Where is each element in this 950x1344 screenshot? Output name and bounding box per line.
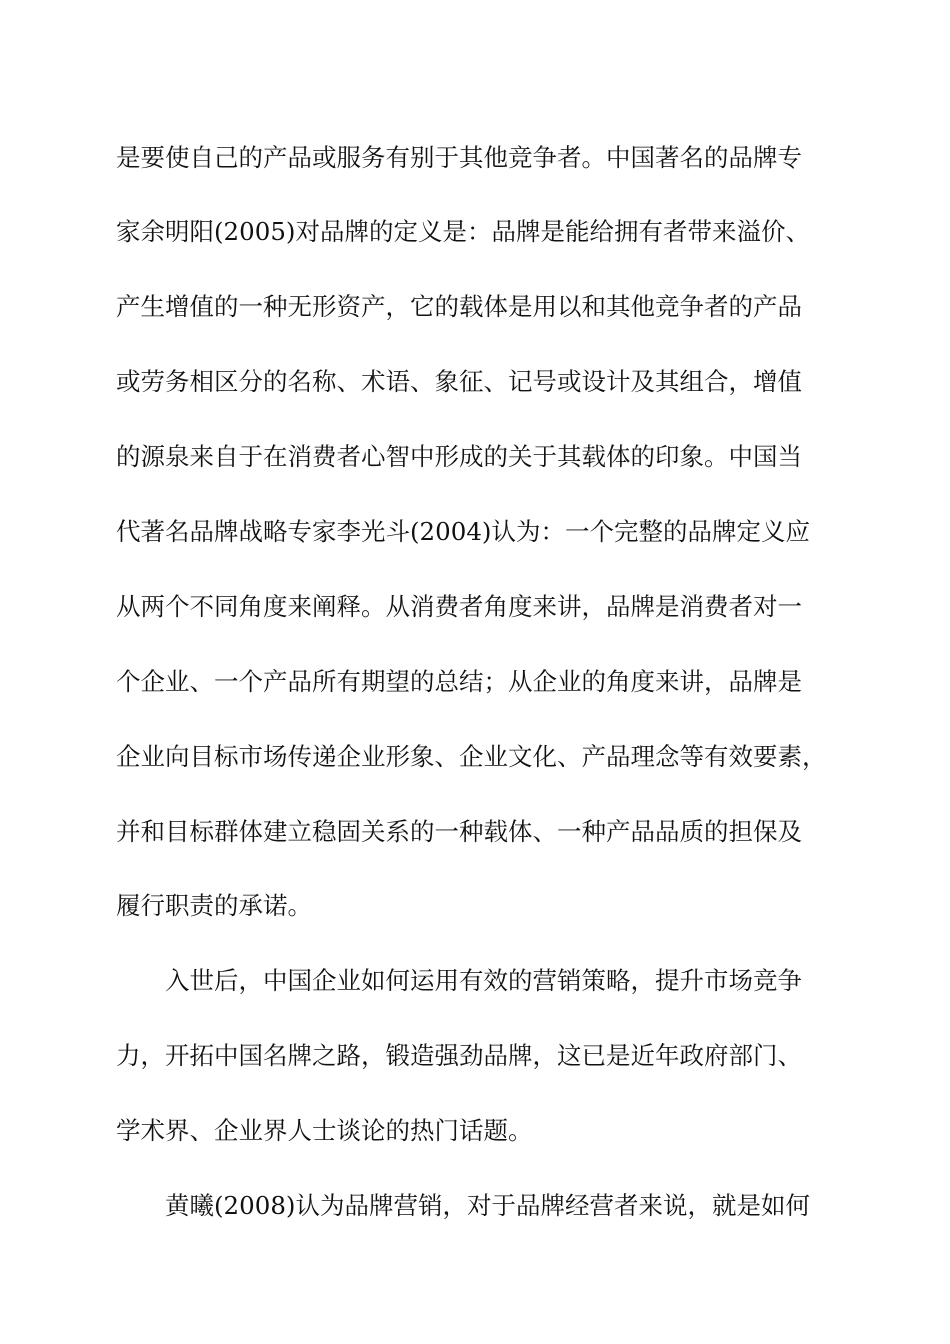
text-line-2: 家余明阳(2005)对品牌的定义是：品牌是能给拥有者带来溢价、: [116, 217, 810, 246]
paragraph-3-line-1: 黄曦(2008)认为品牌营销，对于品牌经营者来说，就是如何: [165, 1191, 810, 1220]
text-line-8: 个企业、一个产品所有期望的总结；从企业的角度来讲，品牌是: [116, 667, 802, 696]
text-line-3: 产生增值的一种无形资产，它的载体是用以和其他竞争者的产品: [116, 292, 802, 321]
paragraph-2-line-3: 学术界、企业界人士谈论的热门话题。: [116, 1116, 533, 1145]
paragraph-2-line-1: 入世后，中国企业如何运用有效的营销策略，提升市场竞争: [165, 966, 802, 995]
text-line-1: 是要使自己的产品或服务有别于其他竞争者。中国著名的品牌专: [116, 143, 802, 172]
text-line-5: 的源泉来自于在消费者心智中形成的关于其载体的印象。中国当: [116, 442, 802, 471]
text-line-9: 企业向目标市场传递企业形象、企业文化、产品理念等有效要素，: [116, 742, 827, 771]
text-line-4: 或劳务相区分的名称、术语、象征、记号或设计及其组合，增值: [116, 367, 802, 396]
text-line-7: 从两个不同角度来阐释。从消费者角度来讲，品牌是消费者对一: [116, 592, 802, 621]
text-line-10: 并和目标群体建立稳固关系的一种载体、一种产品品质的担保及: [116, 817, 802, 846]
text-line-11: 履行职责的承诺。: [116, 891, 312, 920]
text-line-6: 代著名品牌战略专家李光斗(2004)认为：一个完整的品牌定义应: [116, 517, 810, 546]
paragraph-2-line-2: 力，开拓中国名牌之路，锻造强劲品牌，这已是近年政府部门、: [116, 1041, 802, 1070]
